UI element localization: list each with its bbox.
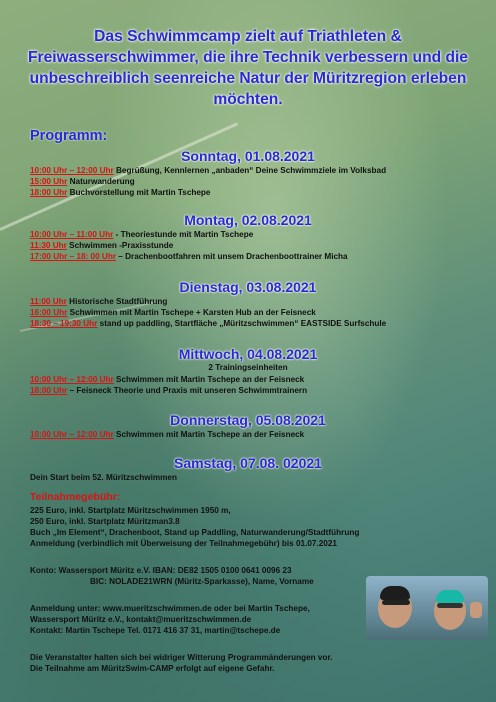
event-text: Schwimmen mit Martin Tschepe an der Feisneck <box>113 375 305 384</box>
day-title-sonntag: Sonntag, 01.08.2021 <box>181 148 315 164</box>
event-row <box>30 230 253 239</box>
start-note: Dein Start beim 52. Müritzschwimmen <box>30 473 177 482</box>
event-time: 18:30 – 19:30 Uhr <box>30 319 98 328</box>
contact-line: Kontakt: Martin Tschepe Tel. 0171 416 37 31, martin@tschepe.de <box>30 626 281 635</box>
day-title-dienstag: Dienstag, 03.08.2021 <box>179 279 317 295</box>
fees-title: Teilnahmegebühr: <box>30 491 121 503</box>
event-time: 10:00 Uhr – 12:00 Uhr <box>30 375 114 384</box>
swim-cap <box>436 590 464 603</box>
event-time: 15:00 Uhr <box>30 177 68 186</box>
event-text: Historische Stadtführung <box>66 297 168 306</box>
event-text: – Feisneck Theorie und Praxis mit unseren Schwimmtrainern <box>67 386 308 395</box>
contact-line: Anmeldung unter: www.mueritzschwimmen.de oder bei Martin Tschepe, <box>30 604 310 613</box>
goggles <box>437 603 463 608</box>
programm-title: Programm: <box>30 128 108 144</box>
disclaimer-line: Die Teilnahme am MüritzSwim-CAMP erfolgt auf eigene Gefahr. <box>30 664 275 673</box>
swimmers-photo <box>366 576 488 640</box>
bank-line: BIC: NOLADE21WRN (Müritz-Sparkasse), Name, Vorname <box>90 577 314 586</box>
event-time: 18:00 Uhr <box>30 188 68 197</box>
event-time: 18:00 Uhr <box>30 386 68 395</box>
event-row <box>30 319 386 328</box>
event-time: 17:00 Uhr – 18: 00 Uhr <box>30 252 117 261</box>
event-row <box>30 308 316 317</box>
event-row <box>30 252 348 261</box>
event-text: Schwimmen -Praxisstunde <box>66 241 174 250</box>
day-title-mittwoch: Mittwoch, 04.08.2021 <box>178 346 318 362</box>
fee-line: 250 Euro, inkl. Startplatz Müritzman3.8 <box>30 517 180 526</box>
event-row <box>30 386 307 395</box>
event-row <box>30 188 210 197</box>
disclaimer-line: Die Veranstalter halten sich bei widriger Witterung Programmänderungen vor. <box>30 653 333 662</box>
event-row <box>30 166 386 175</box>
event-row <box>30 375 304 384</box>
thumbs-up-hand <box>470 602 482 618</box>
day-subtitle: 2 Trainingseinheiten <box>208 363 288 372</box>
event-text: stand up paddling, Startfläche „Müritzschwimmen“ EASTSIDE Surfschule <box>97 319 387 328</box>
event-time: 16:00 Uhr <box>30 308 68 317</box>
event-time: 10:00 Uhr – 12:00 Uhr <box>30 166 114 175</box>
bank-line: Konto: Wassersport Müritz e.V. IBAN: DE82 1505 0100 0641 0096 23 <box>30 566 292 575</box>
swim-cap <box>380 586 410 600</box>
event-text: Begrüßung, Kennlernen „anbaden“ Deine Schwimmziele im Volksbad <box>113 166 387 175</box>
goggles <box>382 600 410 605</box>
day-title-montag: Montag, 02.08.2021 <box>184 212 312 228</box>
event-text: Buchvorstellung mit Martin Tschepe <box>67 188 211 197</box>
fee-line: 225 Euro, inkl. Startplatz Müritzschwimmen 1950 m, <box>30 506 231 515</box>
event-text: Naturwanderung <box>67 177 135 186</box>
event-row <box>30 241 173 250</box>
event-time: 10:00 Uhr – 12:00 Uhr <box>30 430 114 439</box>
event-text: - Theoriestunde mit Martin Tschepe <box>113 230 254 239</box>
event-time: 10:00 Uhr – 11:00 Uhr <box>30 230 114 239</box>
event-time: 11:00 Uhr <box>30 297 67 306</box>
event-time: 11:30 Uhr <box>30 241 67 250</box>
event-text: Schwimmen mit Martin Tschepe an der Feisneck <box>113 430 305 439</box>
day-title-samstag: Samstag, 07.08. 02021 <box>174 455 322 471</box>
fee-line: Buch „Im Element“, Drachenboot, Stand up Paddling, Naturwanderung/Stadtführung <box>30 528 360 537</box>
event-row <box>30 297 167 306</box>
event-row <box>30 430 304 439</box>
event-row <box>30 177 135 186</box>
contact-line: Wassersport Müritz e.V., kontakt@mueritzschwimmen.de <box>30 615 252 624</box>
event-text: – Drachenbootfahren mit unsem Drachenboottrainer Micha <box>116 252 348 261</box>
event-text: Schwimmen mit Martin Tschepe + Karsten Hub an der Feisneck <box>67 308 316 317</box>
intro-text: Das Schwimmcamp zielt auf Triathleten & Freiwasserschwimmer, die ihre Technik verbessern und die unbeschreiblich seenreiche Natur der Müritzregion erleben möchten. <box>28 28 468 108</box>
fee-line: Anmeldung (verbindlich mit Überweisung der Teilnahmegebühr) bis 01.07.2021 <box>30 539 337 548</box>
day-title-donnerstag: Donnerstag, 05.08.2021 <box>170 412 326 428</box>
